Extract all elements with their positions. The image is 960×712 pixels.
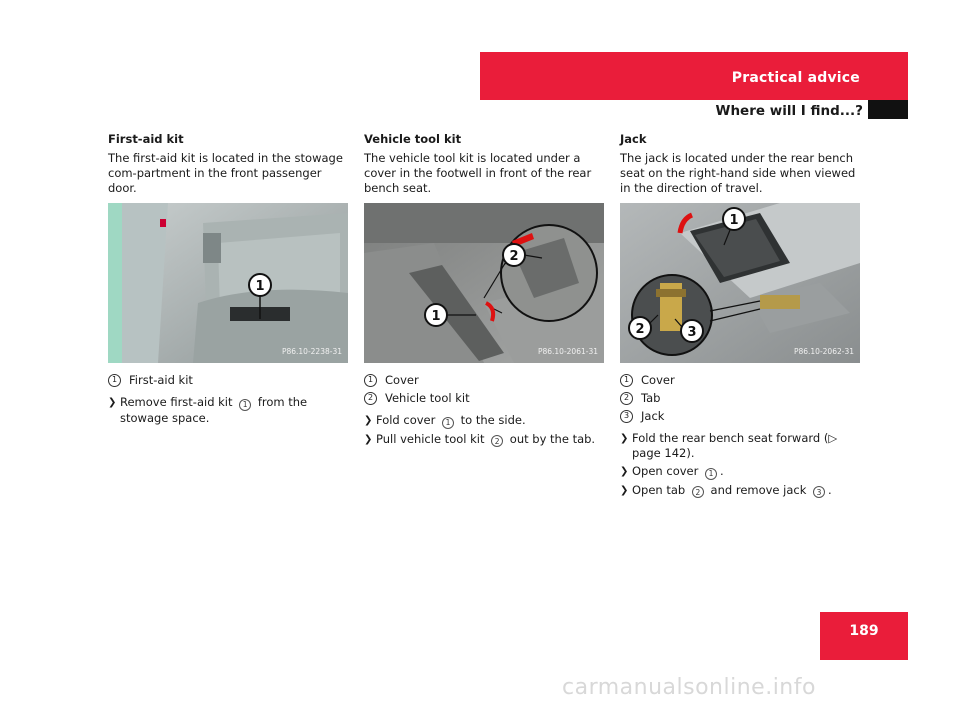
- section-text: The vehicle tool kit is located under a cover in the footwell in front of the rear bench seat.: [364, 151, 592, 195]
- svg-text:2: 2: [635, 322, 645, 337]
- step-text-part: Open tab: [632, 482, 689, 497]
- step-text: [376, 413, 526, 429]
- section-title: First-aid kit: [108, 132, 184, 146]
- step-text-part: and remove jack: [706, 482, 811, 497]
- image-code: P86.10-2061-31: [537, 347, 598, 356]
- legend-item: [620, 389, 860, 407]
- number-badge: 2: [491, 435, 503, 447]
- number-badge: 2: [620, 392, 633, 405]
- legend-label: Tab: [641, 390, 661, 405]
- section-heading: Where will I find...?: [715, 103, 863, 119]
- number-badge: 1: [364, 374, 377, 387]
- step-text-part: Pull vehicle tool kit: [376, 431, 489, 446]
- instructions: [364, 413, 604, 447]
- image-code: P86.10-2238-31: [281, 347, 342, 356]
- number-badge: 1: [705, 468, 717, 480]
- step-marker-icon: ❯: [620, 433, 629, 444]
- svg-text:3: 3: [687, 325, 697, 340]
- section-text: The first-aid kit is located in the stowage com-partment in the front passenger door.: [108, 151, 343, 195]
- step-text: [120, 395, 348, 426]
- jack-column: [620, 132, 860, 501]
- number-badge: 2: [364, 392, 377, 405]
- instruction-step: [364, 413, 604, 429]
- legend-label: First-aid kit: [129, 372, 193, 387]
- number-badge: 3: [813, 486, 825, 498]
- step-marker-icon: ❯: [108, 397, 117, 408]
- instruction-step: [620, 431, 860, 461]
- header-bar: [480, 52, 908, 100]
- step-text-part: from the stowage space.: [120, 395, 308, 425]
- step-marker-icon: ❯: [364, 433, 373, 445]
- page-number: 189: [849, 623, 879, 639]
- step-text: [632, 483, 832, 499]
- svg-text:2: 2: [509, 249, 519, 264]
- step-text-part: out by the tab.: [506, 431, 596, 446]
- number-badge: 1: [239, 399, 251, 411]
- watermark: carmanualsonline.info: [562, 675, 816, 700]
- tool-kit-column: [364, 132, 604, 450]
- chapter-title: Practical advice: [731, 70, 860, 86]
- legend-label: Cover: [641, 372, 675, 387]
- page-number-box: [820, 612, 908, 660]
- legend: [620, 371, 860, 425]
- page-ref-icon[interactable]: ▷: [828, 431, 838, 445]
- first-aid-photo: [108, 203, 348, 363]
- step-text: [632, 431, 860, 461]
- legend-label: Jack: [641, 408, 665, 423]
- instruction-step: [620, 464, 860, 480]
- number-badge: 1: [620, 374, 633, 387]
- step-text-part: .: [828, 482, 832, 497]
- step-text-part: Fold the rear bench seat forward (: [632, 431, 829, 445]
- legend-item: [620, 371, 860, 389]
- legend: [364, 371, 604, 407]
- number-badge: 1: [442, 417, 454, 429]
- image-code: P86.10-2062-31: [793, 347, 854, 356]
- step-text-part: Fold cover: [376, 413, 440, 427]
- legend-item: [364, 389, 604, 407]
- legend-label: Vehicle tool kit: [385, 390, 470, 405]
- step-text-part: .: [720, 464, 724, 478]
- jack-photo: [620, 203, 860, 363]
- number-badge: 1: [108, 374, 121, 387]
- svg-text:1: 1: [431, 309, 441, 324]
- svg-text:1: 1: [729, 213, 739, 228]
- legend-item: [364, 371, 604, 389]
- instruction-step: [108, 395, 348, 426]
- instruction-step: [620, 483, 860, 499]
- number-badge: 2: [692, 486, 704, 498]
- first-aid-column: [108, 132, 348, 429]
- legend: [108, 371, 348, 389]
- thumb-tab: [868, 100, 908, 119]
- step-text: [632, 464, 724, 480]
- legend-item: [620, 407, 860, 425]
- number-badge: 3: [620, 410, 633, 423]
- step-text-part: Remove first-aid kit: [120, 395, 237, 409]
- step-text-part: to the side.: [457, 413, 526, 427]
- step-marker-icon: ❯: [620, 484, 629, 496]
- section-text: The jack is located under the rear bench seat on the right-hand side when viewed in the direction of travel.: [620, 151, 856, 195]
- svg-text:1: 1: [255, 279, 265, 294]
- section-title: Jack: [620, 132, 647, 146]
- step-marker-icon: ❯: [620, 466, 629, 477]
- step-text-part: page 142).: [632, 446, 695, 460]
- tool-kit-photo: [364, 203, 604, 363]
- instructions: [108, 395, 348, 426]
- legend-item: [108, 371, 348, 389]
- legend-label: Cover: [385, 372, 419, 387]
- instruction-step: [364, 432, 604, 448]
- step-marker-icon: ❯: [364, 415, 373, 426]
- section-title: Vehicle tool kit: [364, 132, 462, 146]
- step-text: [376, 432, 595, 448]
- instructions: [620, 431, 860, 498]
- step-text-part: Open cover: [632, 464, 702, 478]
